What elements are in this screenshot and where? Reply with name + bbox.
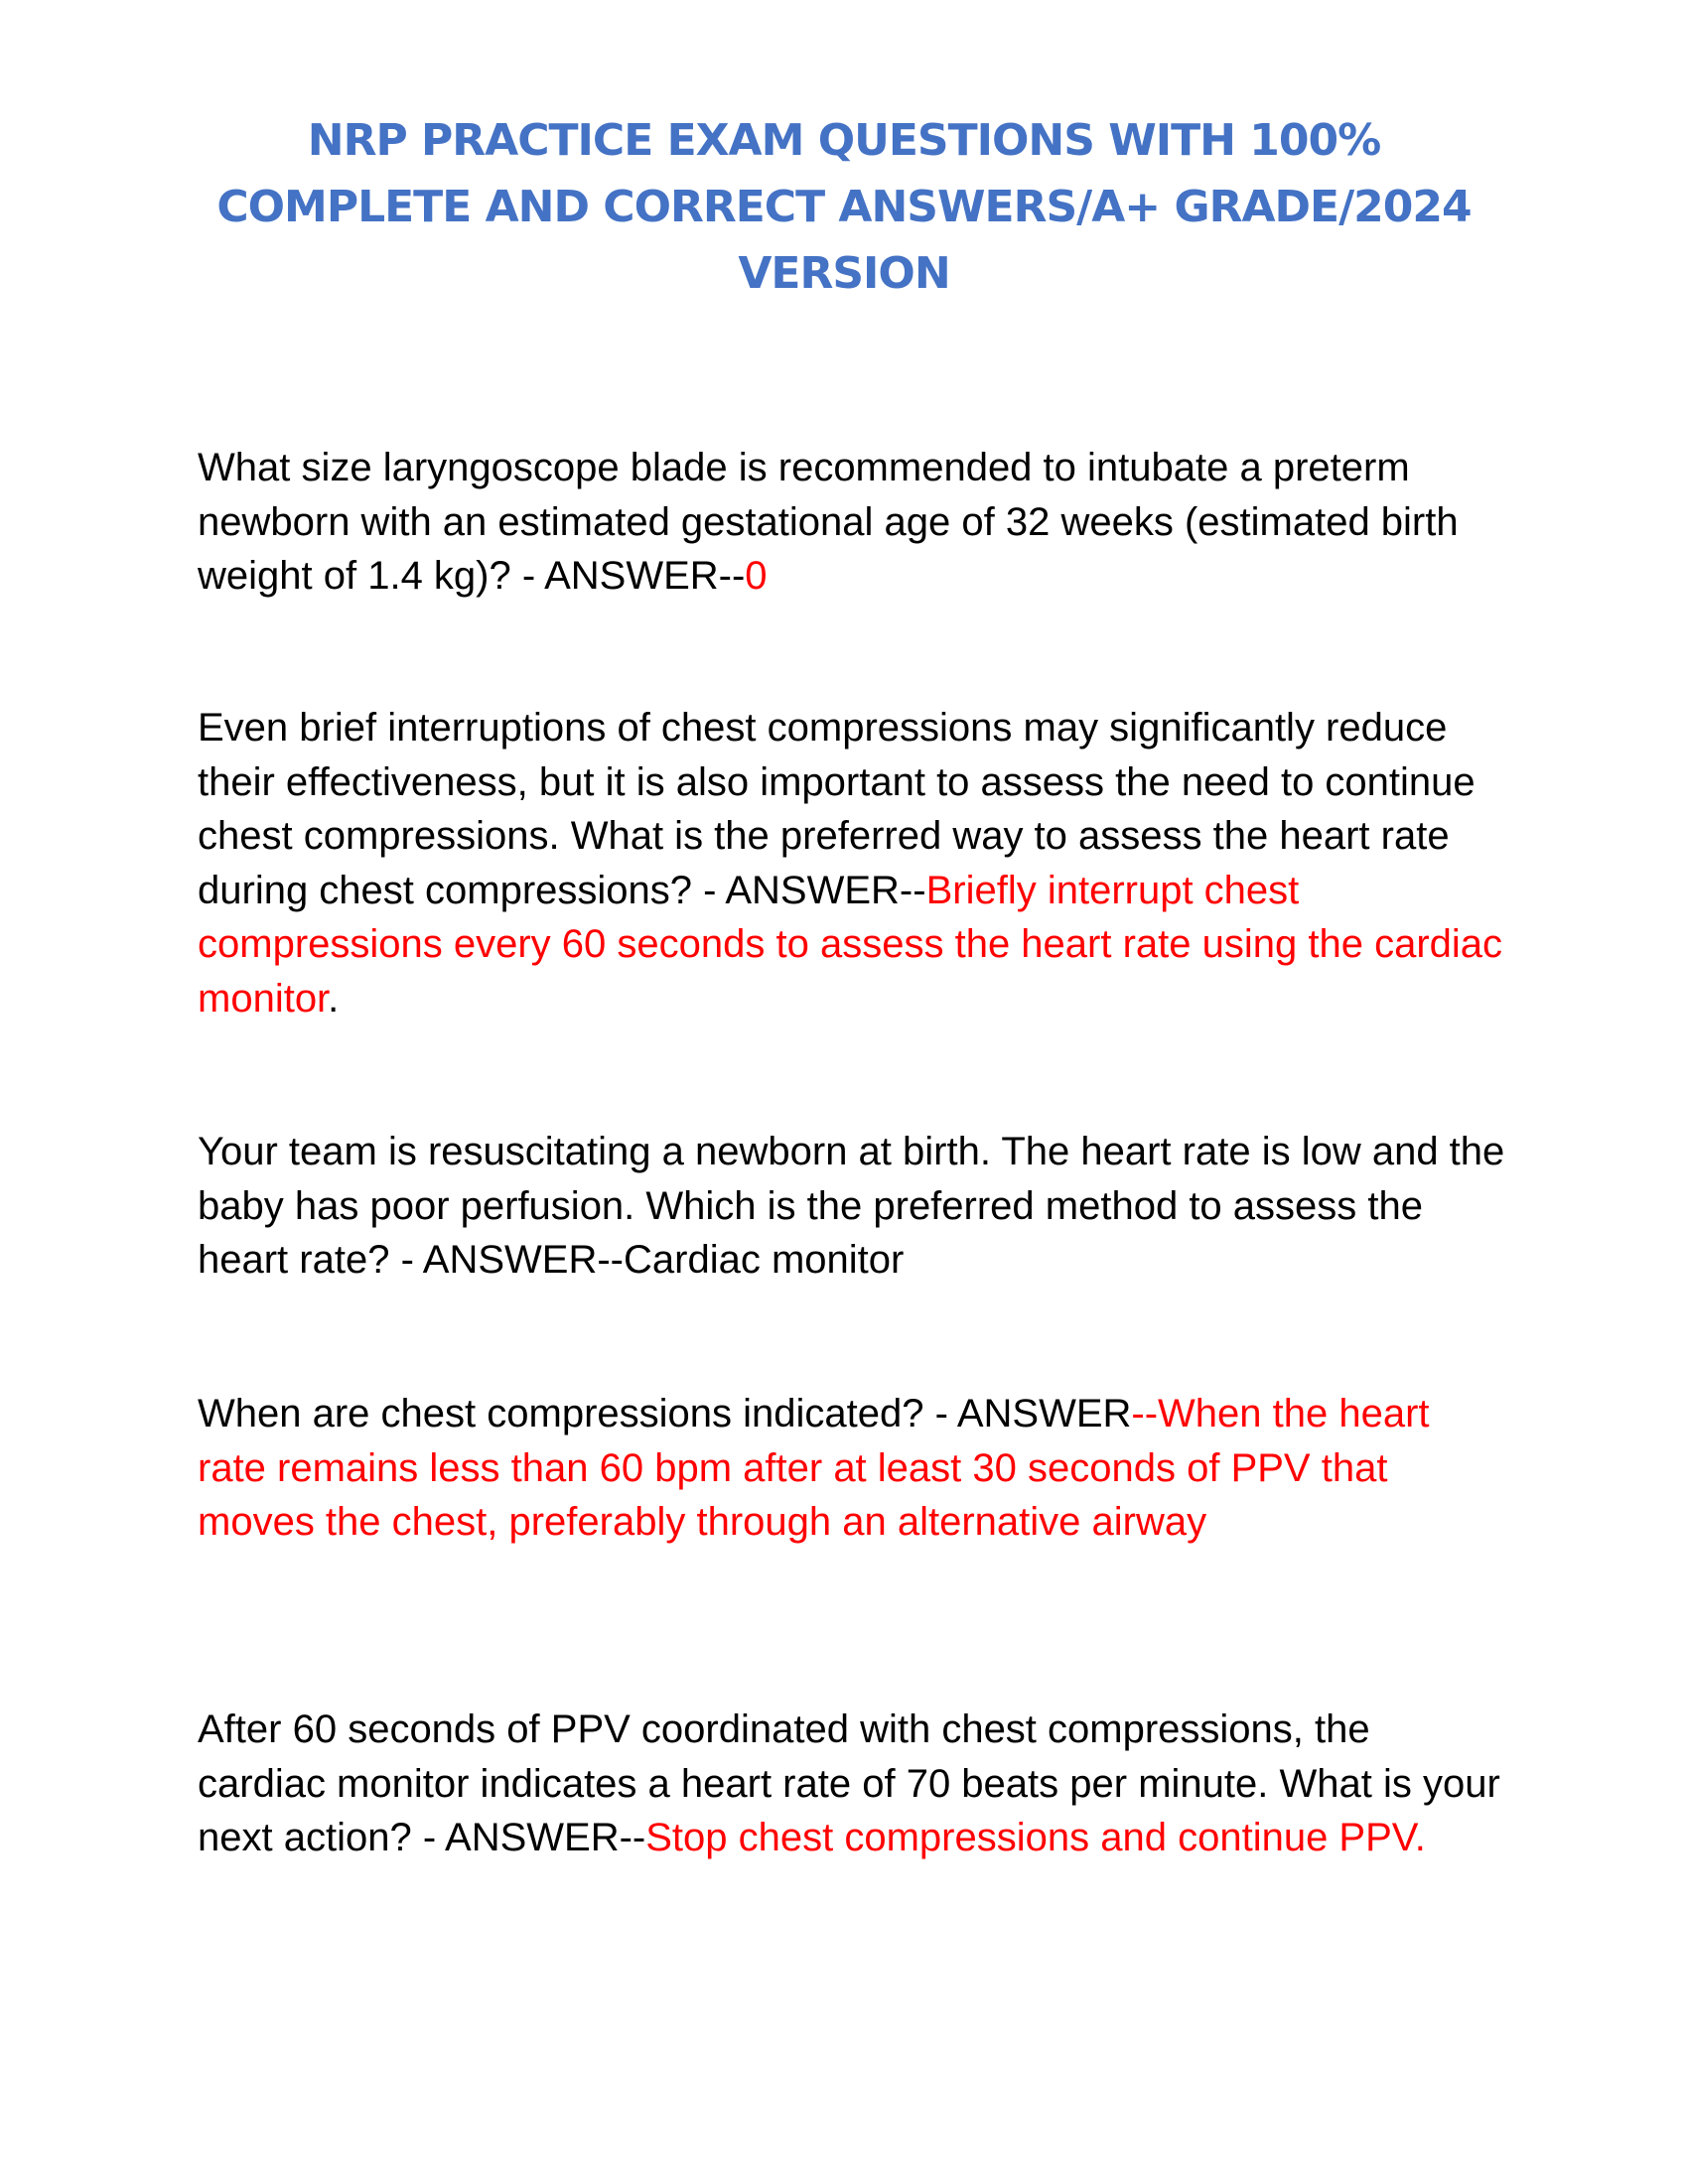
answer-highlight: Briefly interrupt chest compressions every 60 seconds to assess the heart rate using the cardiac monitor xyxy=(198,868,1503,1021)
answer-highlight: Stop chest compressions and continue PPV. xyxy=(645,1816,1426,1859)
question-text: Your team is resuscitating a newborn at birth. The heart rate is low and the baby has poor perfusion. Which is the preferred method to assess the heart rate? - ANSWER-- xyxy=(198,1130,1505,1282)
question-text: What size laryngoscope blade is recommended to intubate a preterm newborn with an estimated gestational age of 32 weeks (estimated birth weight of 1.4 kg)? - ANSWER-- xyxy=(198,446,1459,598)
answer-highlight: 0 xyxy=(745,554,768,598)
question-text: After 60 seconds of PPV coordinated with chest compressions, the cardiac monitor indicates a heart rate of 70 beats per minute. What is your next action? - ANSWER-- xyxy=(198,1707,1500,1859)
title-line: VERSION xyxy=(738,248,950,299)
answer-suffix: . xyxy=(328,976,340,1021)
question-text: Even brief interruptions of chest compressions may significantly reduce their effectiveness, but it is also important to assess the need to continue chest compressions. What is the preferred way to assess the heart rate during chest compressions? - ANSWER-- xyxy=(198,706,1476,912)
question-text: When are chest compressions indicated? - ANSWER xyxy=(198,1392,1132,1435)
qa-item xyxy=(198,1387,1508,1550)
qa-item xyxy=(198,441,1508,604)
title-line: COMPLETE AND CORRECT ANSWERS/A+ GRADE/2024 xyxy=(216,182,1472,232)
document-title xyxy=(0,107,1688,307)
qa-item xyxy=(198,701,1508,1025)
qa-item xyxy=(198,1703,1508,1865)
answer-text: Cardiac monitor xyxy=(624,1238,905,1282)
qa-item xyxy=(198,1125,1508,1288)
title-line: NRP PRACTICE EXAM QUESTIONS WITH 100% xyxy=(307,115,1381,166)
answer-highlight: --When the heart rate remains less than 60 bpm after at least 30 seconds of PPV that moves the chest, preferably through an alternative airway xyxy=(198,1392,1430,1544)
